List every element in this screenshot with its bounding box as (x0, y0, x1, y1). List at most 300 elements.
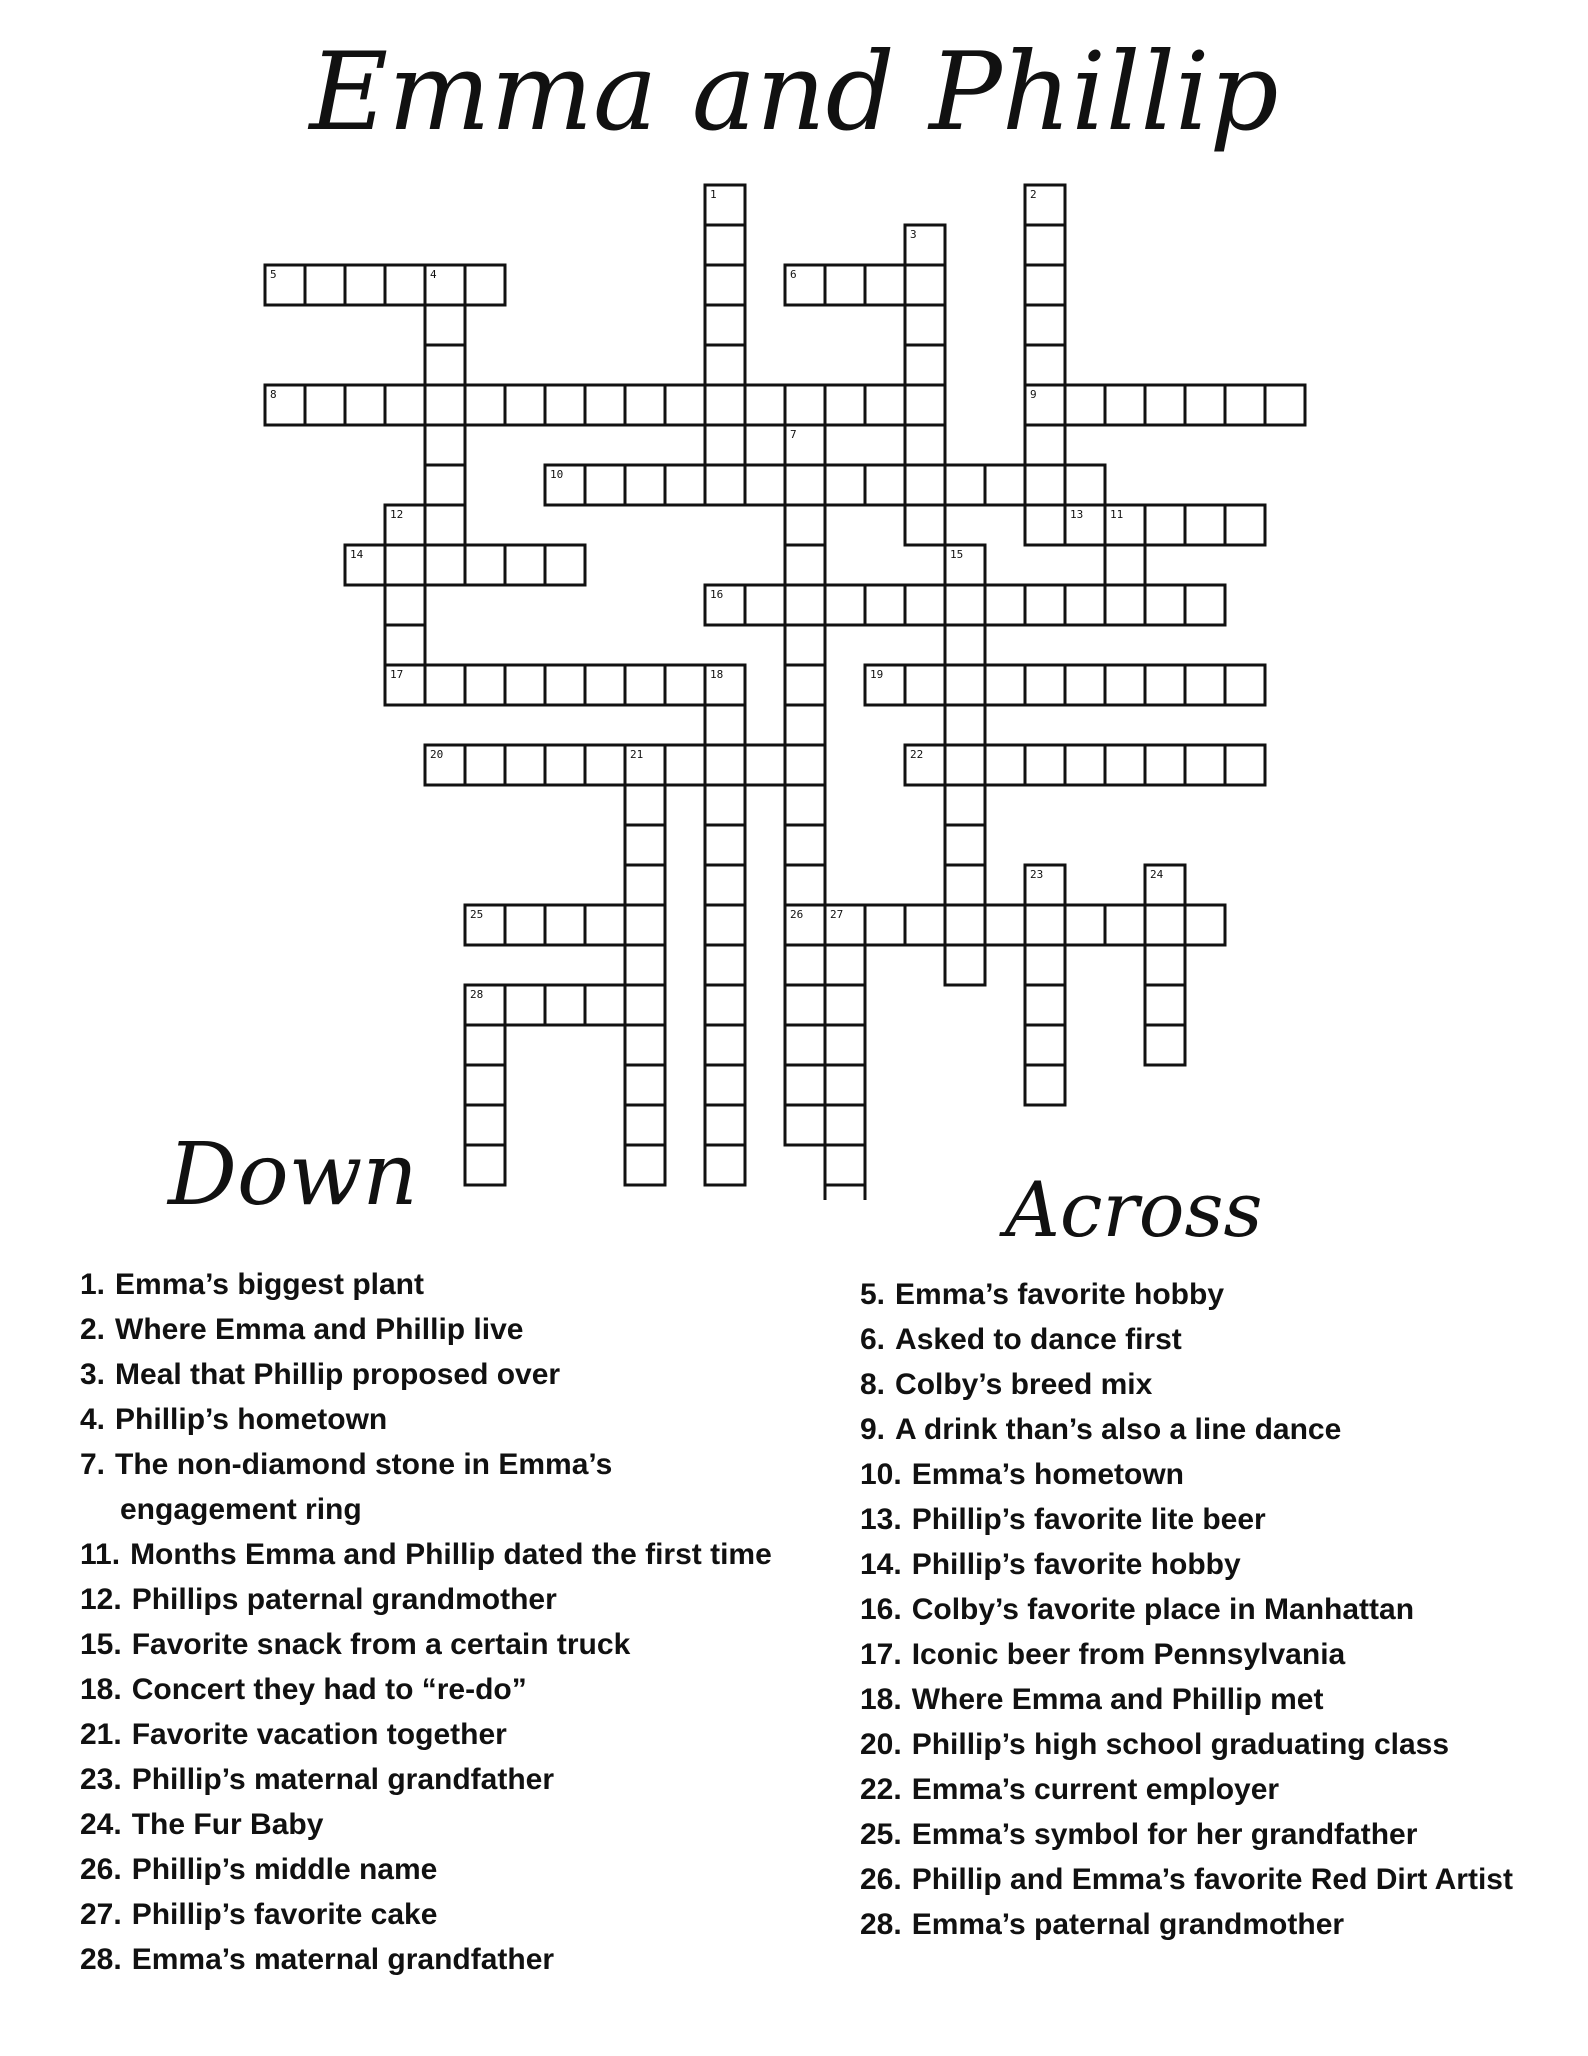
grid-cell[interactable] (1145, 505, 1185, 545)
grid-cell[interactable] (825, 465, 865, 505)
clue-number: 26. (80, 1853, 122, 1886)
grid-cell[interactable] (425, 305, 465, 345)
grid-cell[interactable] (1065, 465, 1105, 505)
grid-cell[interactable] (785, 945, 825, 985)
grid-clue-number: 19 (870, 668, 884, 681)
grid-cell[interactable] (1065, 585, 1105, 625)
grid-cell[interactable] (1065, 745, 1105, 785)
clue-number: 15. (80, 1628, 122, 1661)
clue-text: A drink than’s also a line dance (895, 1413, 1342, 1446)
clue-number: 25. (860, 1818, 902, 1851)
grid-cell[interactable] (905, 265, 945, 305)
grid-clue-number: 9 (1030, 388, 1037, 401)
grid-cell[interactable] (705, 945, 745, 985)
grid-cell[interactable] (625, 1065, 665, 1105)
grid-cell[interactable] (1185, 745, 1225, 785)
grid-cell[interactable] (625, 1105, 665, 1145)
grid-cell[interactable] (505, 745, 545, 785)
grid-clue-number: 27 (830, 908, 844, 921)
grid-cell[interactable] (705, 345, 745, 385)
grid-cell[interactable] (1105, 905, 1145, 945)
grid-cell[interactable] (1105, 745, 1145, 785)
grid-cell[interactable] (705, 465, 745, 505)
grid-cell[interactable] (1025, 225, 1065, 265)
grid-cell[interactable] (385, 545, 425, 585)
grid-cell[interactable] (785, 1105, 825, 1145)
grid-cell[interactable] (785, 505, 825, 545)
grid-cell[interactable] (585, 905, 625, 945)
grid-cell[interactable] (905, 385, 945, 425)
clue-text: Meal that Phillip proposed over (115, 1358, 561, 1391)
grid-cell[interactable] (585, 465, 625, 505)
grid-cell[interactable] (905, 665, 945, 705)
grid-cell[interactable] (705, 905, 745, 945)
grid-cell[interactable] (785, 985, 825, 1025)
grid-cell[interactable] (625, 385, 665, 425)
grid-cell[interactable] (625, 785, 665, 825)
grid-clue-number: 3 (910, 228, 917, 241)
grid-cell[interactable] (625, 945, 665, 985)
grid-cell[interactable] (1145, 905, 1185, 945)
grid-cell[interactable] (1025, 265, 1065, 305)
grid-cell[interactable] (825, 585, 865, 625)
clue-number: 8. (860, 1368, 886, 1401)
grid-cell[interactable] (1145, 1025, 1185, 1065)
grid-cell[interactable] (1105, 545, 1145, 585)
grid-cell[interactable] (945, 665, 985, 705)
clue-text: Emma’s maternal grandfather (131, 1943, 555, 1976)
grid-clue-number: 18 (710, 668, 724, 681)
across-clue (860, 1857, 1580, 1902)
grid-cell[interactable] (425, 545, 465, 585)
across-heading: Across (1005, 1165, 1263, 1254)
across-clue (860, 1722, 1580, 1767)
grid-cell[interactable] (1145, 585, 1185, 625)
down-clue (80, 1352, 840, 1397)
grid-cell[interactable] (905, 905, 945, 945)
grid-cell[interactable] (425, 425, 465, 465)
grid-cell[interactable] (1225, 665, 1265, 705)
clue-text: Asked to dance first (895, 1323, 1182, 1356)
grid-cell[interactable] (825, 1185, 865, 1200)
grid-cell[interactable] (745, 385, 785, 425)
grid-cell[interactable] (545, 385, 585, 425)
grid-cell[interactable] (865, 905, 905, 945)
grid-cell[interactable] (625, 665, 665, 705)
grid-cell[interactable] (1145, 985, 1185, 1025)
down-heading: Down (168, 1125, 418, 1225)
grid-cell[interactable] (465, 385, 505, 425)
grid-cell[interactable] (1065, 905, 1105, 945)
grid-clue-number: 7 (790, 428, 797, 441)
grid-cell[interactable] (465, 1065, 505, 1105)
grid-cell[interactable] (705, 705, 745, 745)
down-clue (80, 1802, 840, 1847)
grid-cell[interactable] (625, 865, 665, 905)
grid-cell[interactable] (625, 905, 665, 945)
grid-cell[interactable] (745, 585, 785, 625)
grid-cell[interactable] (825, 945, 865, 985)
grid-clue-number: 15 (950, 548, 964, 561)
grid-cell[interactable] (465, 1105, 505, 1145)
clue-number: 28. (80, 1943, 122, 1976)
grid-clue-number: 10 (550, 468, 564, 481)
grid-cell[interactable] (305, 385, 345, 425)
clue-text: Colby’s favorite place in Manhattan (911, 1593, 1415, 1626)
grid-cell[interactable] (625, 465, 665, 505)
grid-cell[interactable] (705, 225, 745, 265)
grid-cell[interactable] (1185, 585, 1225, 625)
grid-cell[interactable] (785, 545, 825, 585)
grid-clue-number: 24 (1150, 868, 1164, 881)
clue-text: Phillip’s high school graduating class (911, 1728, 1450, 1761)
grid-cell[interactable] (1105, 665, 1145, 705)
clue-text: Emma’s biggest plant (115, 1268, 424, 1301)
grid-clue-number: 1 (710, 188, 717, 201)
clue-text: Emma’s symbol for her grandfather (911, 1818, 1418, 1851)
clue-text: Concert they had to “re-do” (131, 1673, 527, 1706)
grid-cell[interactable] (545, 905, 585, 945)
grid-cell[interactable] (625, 1145, 665, 1185)
grid-cell[interactable] (465, 745, 505, 785)
grid-cell[interactable] (1145, 745, 1185, 785)
down-clue (80, 1532, 840, 1577)
grid-cell[interactable] (585, 985, 625, 1025)
grid-cell[interactable] (985, 585, 1025, 625)
grid-cell[interactable] (985, 745, 1025, 785)
grid-cell[interactable] (985, 905, 1025, 945)
across-clue (860, 1632, 1580, 1677)
grid-clue-number: 6 (790, 268, 797, 281)
grid-cell[interactable] (505, 905, 545, 945)
clue-number: 5. (860, 1278, 886, 1311)
grid-cell[interactable] (1025, 505, 1065, 545)
clue-number: 10. (860, 1458, 902, 1491)
grid-cell[interactable] (785, 665, 825, 705)
grid-cell[interactable] (665, 465, 705, 505)
grid-cell[interactable] (945, 625, 985, 665)
grid-cell[interactable] (945, 905, 985, 945)
clue-number: 23. (80, 1763, 122, 1796)
down-clue-list (80, 1262, 840, 1982)
grid-cell[interactable] (825, 1025, 865, 1065)
grid-cell[interactable] (865, 585, 905, 625)
clue-text: The non-diamond stone in Emma’s (115, 1448, 613, 1481)
grid-cell[interactable] (1225, 385, 1265, 425)
down-clue (80, 1262, 840, 1307)
grid-cell[interactable] (1105, 585, 1145, 625)
grid-cell[interactable] (1025, 665, 1065, 705)
grid-clue-number: 25 (470, 908, 484, 921)
grid-cell[interactable] (785, 1025, 825, 1065)
grid-cell[interactable] (945, 745, 985, 785)
grid-cell[interactable] (705, 1105, 745, 1145)
grid-cell[interactable] (865, 465, 905, 505)
grid-cell[interactable] (1025, 305, 1065, 345)
grid-cell[interactable] (1145, 945, 1185, 985)
grid-cell[interactable] (1025, 585, 1065, 625)
grid-cell[interactable] (865, 385, 905, 425)
across-clue (860, 1497, 1580, 1542)
grid-cell[interactable] (425, 505, 465, 545)
grid-cell[interactable] (825, 1065, 865, 1105)
clue-number: 20. (860, 1728, 902, 1761)
grid-clue-number: 16 (710, 588, 724, 601)
grid-cell[interactable] (545, 545, 585, 585)
grid-cell[interactable] (1145, 385, 1185, 425)
grid-cell[interactable] (385, 385, 425, 425)
grid-cell[interactable] (1025, 985, 1065, 1025)
clue-text: Favorite snack from a certain truck (131, 1628, 631, 1661)
grid-cell[interactable] (585, 385, 625, 425)
grid-cell[interactable] (705, 865, 745, 905)
grid-cell[interactable] (465, 1025, 505, 1065)
down-clue (80, 1757, 840, 1802)
clue-text: Where Emma and Phillip live (115, 1313, 524, 1346)
grid-cell[interactable] (825, 985, 865, 1025)
clue-text: Phillip’s favorite lite beer (911, 1503, 1266, 1536)
grid-clue-number: 11 (1110, 508, 1124, 521)
grid-cell[interactable] (465, 665, 505, 705)
across-clue (860, 1362, 1580, 1407)
grid-cell[interactable] (705, 385, 745, 425)
grid-cell[interactable] (625, 1025, 665, 1065)
grid-cell[interactable] (465, 545, 505, 585)
grid-cell[interactable] (985, 665, 1025, 705)
clue-number: 17. (860, 1638, 902, 1671)
across-clue (860, 1452, 1580, 1497)
grid-cell[interactable] (1185, 385, 1225, 425)
grid-cell[interactable] (585, 745, 625, 785)
grid-cell[interactable] (1065, 385, 1105, 425)
grid-cell[interactable] (705, 785, 745, 825)
clue-number: 7. (80, 1448, 106, 1481)
grid-cell[interactable] (785, 785, 825, 825)
grid-clue-number: 28 (470, 988, 484, 1001)
grid-cell[interactable] (505, 545, 545, 585)
grid-cell[interactable] (1185, 665, 1225, 705)
grid-cell[interactable] (1025, 745, 1065, 785)
grid-clue-number: 4 (430, 268, 437, 281)
grid-clue-number: 8 (270, 388, 277, 401)
grid-cell[interactable] (1065, 665, 1105, 705)
grid-cell[interactable] (305, 265, 345, 305)
clue-number: 22. (860, 1773, 902, 1806)
grid-cell[interactable] (785, 585, 825, 625)
clue-text: Emma’s favorite hobby (895, 1278, 1225, 1311)
grid-cell[interactable] (945, 825, 985, 865)
grid-clue-number: 23 (1030, 868, 1044, 881)
grid-cell[interactable] (1025, 1025, 1065, 1065)
grid-cell[interactable] (505, 665, 545, 705)
grid-cell[interactable] (945, 865, 985, 905)
grid-cell[interactable] (785, 825, 825, 865)
grid-cell[interactable] (465, 265, 505, 305)
across-clue (860, 1767, 1580, 1812)
across-clue (860, 1587, 1580, 1632)
grid-cell[interactable] (785, 865, 825, 905)
grid-cell[interactable] (745, 465, 785, 505)
grid-cell[interactable] (705, 825, 745, 865)
clue-number: 24. (80, 1808, 122, 1841)
grid-cell[interactable] (345, 265, 385, 305)
grid-cell[interactable] (1225, 505, 1265, 545)
grid-cell[interactable] (425, 465, 465, 505)
grid-cell[interactable] (505, 385, 545, 425)
grid-cell[interactable] (945, 945, 985, 985)
grid-cell[interactable] (785, 625, 825, 665)
grid-cell[interactable] (425, 385, 465, 425)
clue-number: 2. (80, 1313, 106, 1346)
grid-cell[interactable] (905, 465, 945, 505)
grid-cell[interactable] (905, 585, 945, 625)
clue-number: 18. (80, 1673, 122, 1706)
grid-cell[interactable] (945, 785, 985, 825)
across-clue (860, 1902, 1580, 1947)
grid-cell[interactable] (825, 385, 865, 425)
grid-cell[interactable] (425, 345, 465, 385)
grid-cell[interactable] (385, 585, 425, 625)
grid-clue-number: 26 (790, 908, 804, 921)
clue-number: 9. (860, 1413, 886, 1446)
grid-cell[interactable] (705, 745, 745, 785)
grid-cell[interactable] (1185, 505, 1225, 545)
clue-text: Colby’s breed mix (895, 1368, 1153, 1401)
grid-cell[interactable] (705, 985, 745, 1025)
grid-clue-number: 13 (1070, 508, 1084, 521)
grid-cell[interactable] (1025, 945, 1065, 985)
grid-cell[interactable] (905, 505, 945, 545)
grid-cell[interactable] (585, 665, 625, 705)
down-clue (80, 1937, 840, 1982)
grid-cell[interactable] (745, 745, 785, 785)
grid-cell[interactable] (825, 1145, 865, 1185)
grid-cell[interactable] (785, 745, 825, 785)
grid-cell[interactable] (1025, 425, 1065, 465)
grid-clue-number: 22 (910, 748, 924, 761)
grid-cell[interactable] (1025, 1065, 1065, 1105)
clue-text: Phillip’s favorite cake (131, 1898, 438, 1931)
across-clue (860, 1677, 1580, 1722)
grid-cell[interactable] (1025, 345, 1065, 385)
clue-number: 27. (80, 1898, 122, 1931)
grid-clue-number: 17 (390, 668, 404, 681)
across-clue (860, 1542, 1580, 1587)
grid-cell[interactable] (1145, 665, 1185, 705)
across-clue (860, 1407, 1580, 1452)
down-clue (80, 1622, 840, 1667)
grid-cell[interactable] (545, 665, 585, 705)
grid-cell[interactable] (785, 385, 825, 425)
down-clue (80, 1712, 840, 1757)
clue-text: Phillip’s favorite hobby (911, 1548, 1241, 1581)
clue-text: Phillips paternal grandmother (131, 1583, 557, 1616)
grid-clue-number: 21 (630, 748, 644, 761)
clue-text: Phillip’s hometown (115, 1403, 388, 1436)
across-clue (860, 1812, 1580, 1857)
grid-cell[interactable] (505, 985, 545, 1025)
grid-clue-number: 14 (350, 548, 364, 561)
grid-cell[interactable] (665, 665, 705, 705)
grid-cell[interactable] (545, 745, 585, 785)
clue-text: Phillip’s maternal grandfather (131, 1763, 555, 1796)
grid-cell[interactable] (905, 425, 945, 465)
clue-number: 1. (80, 1268, 106, 1301)
grid-cell[interactable] (345, 385, 385, 425)
clue-number: 11. (80, 1538, 121, 1571)
down-clue (80, 1892, 840, 1937)
grid-cell[interactable] (1025, 465, 1065, 505)
down-clue (80, 1442, 840, 1532)
grid-cell[interactable] (665, 745, 705, 785)
grid-cell[interactable] (945, 465, 985, 505)
grid-cell[interactable] (1265, 385, 1305, 425)
grid-cell[interactable] (945, 705, 985, 745)
grid-cell[interactable] (545, 985, 585, 1025)
down-clue (80, 1667, 840, 1712)
clue-number: 18. (860, 1683, 902, 1716)
grid-cell[interactable] (785, 1065, 825, 1105)
grid-cell[interactable] (1185, 905, 1225, 945)
grid-cell[interactable] (625, 825, 665, 865)
clue-number: 16. (860, 1593, 902, 1626)
clue-text: Emma’s current employer (911, 1773, 1280, 1806)
grid-cell[interactable] (425, 665, 465, 705)
down-clue (80, 1847, 840, 1892)
grid-cell[interactable] (865, 265, 905, 305)
grid-cell[interactable] (705, 1065, 745, 1105)
grid-cell[interactable] (665, 385, 705, 425)
clue-text: Phillip and Emma’s favorite Red Dirt Artist (911, 1863, 1513, 1896)
grid-cell[interactable] (705, 265, 745, 305)
grid-cell[interactable] (905, 345, 945, 385)
across-clue-list (860, 1272, 1580, 1947)
grid-cell[interactable] (905, 305, 945, 345)
clue-text-continued: engagement ring (120, 1493, 362, 1526)
grid-clue-number: 12 (390, 508, 404, 521)
grid-cell[interactable] (705, 1145, 745, 1185)
clue-text: Iconic beer from Pennsylvania (911, 1638, 1346, 1671)
grid-cell[interactable] (385, 265, 425, 305)
grid-cell[interactable] (705, 305, 745, 345)
grid-cell[interactable] (1025, 905, 1065, 945)
grid-cell[interactable] (945, 585, 985, 625)
clue-text: Phillip’s middle name (131, 1853, 438, 1886)
clue-number: 3. (80, 1358, 106, 1391)
down-clue (80, 1307, 840, 1352)
grid-clue-number: 2 (1030, 188, 1037, 201)
grid-cell[interactable] (385, 625, 425, 665)
across-clue (860, 1317, 1580, 1362)
page-title: Emma and Phillip (309, 30, 1279, 155)
grid-cell[interactable] (825, 1105, 865, 1145)
down-clue (80, 1577, 840, 1622)
grid-cell[interactable] (705, 1025, 745, 1065)
grid-cell[interactable] (625, 985, 665, 1025)
grid-cell[interactable] (705, 425, 745, 465)
grid-cell[interactable] (985, 465, 1025, 505)
clue-text: Emma’s paternal grandmother (911, 1908, 1345, 1941)
clue-text: Months Emma and Phillip dated the first time (130, 1538, 772, 1571)
grid-cell[interactable] (1105, 385, 1145, 425)
grid-cell[interactable] (825, 265, 865, 305)
grid-cell[interactable] (465, 1145, 505, 1185)
grid-cell[interactable] (1225, 745, 1265, 785)
clue-number: 28. (860, 1908, 902, 1941)
clue-number: 14. (860, 1548, 902, 1581)
grid-cell[interactable] (785, 465, 825, 505)
grid-cell[interactable] (785, 705, 825, 745)
